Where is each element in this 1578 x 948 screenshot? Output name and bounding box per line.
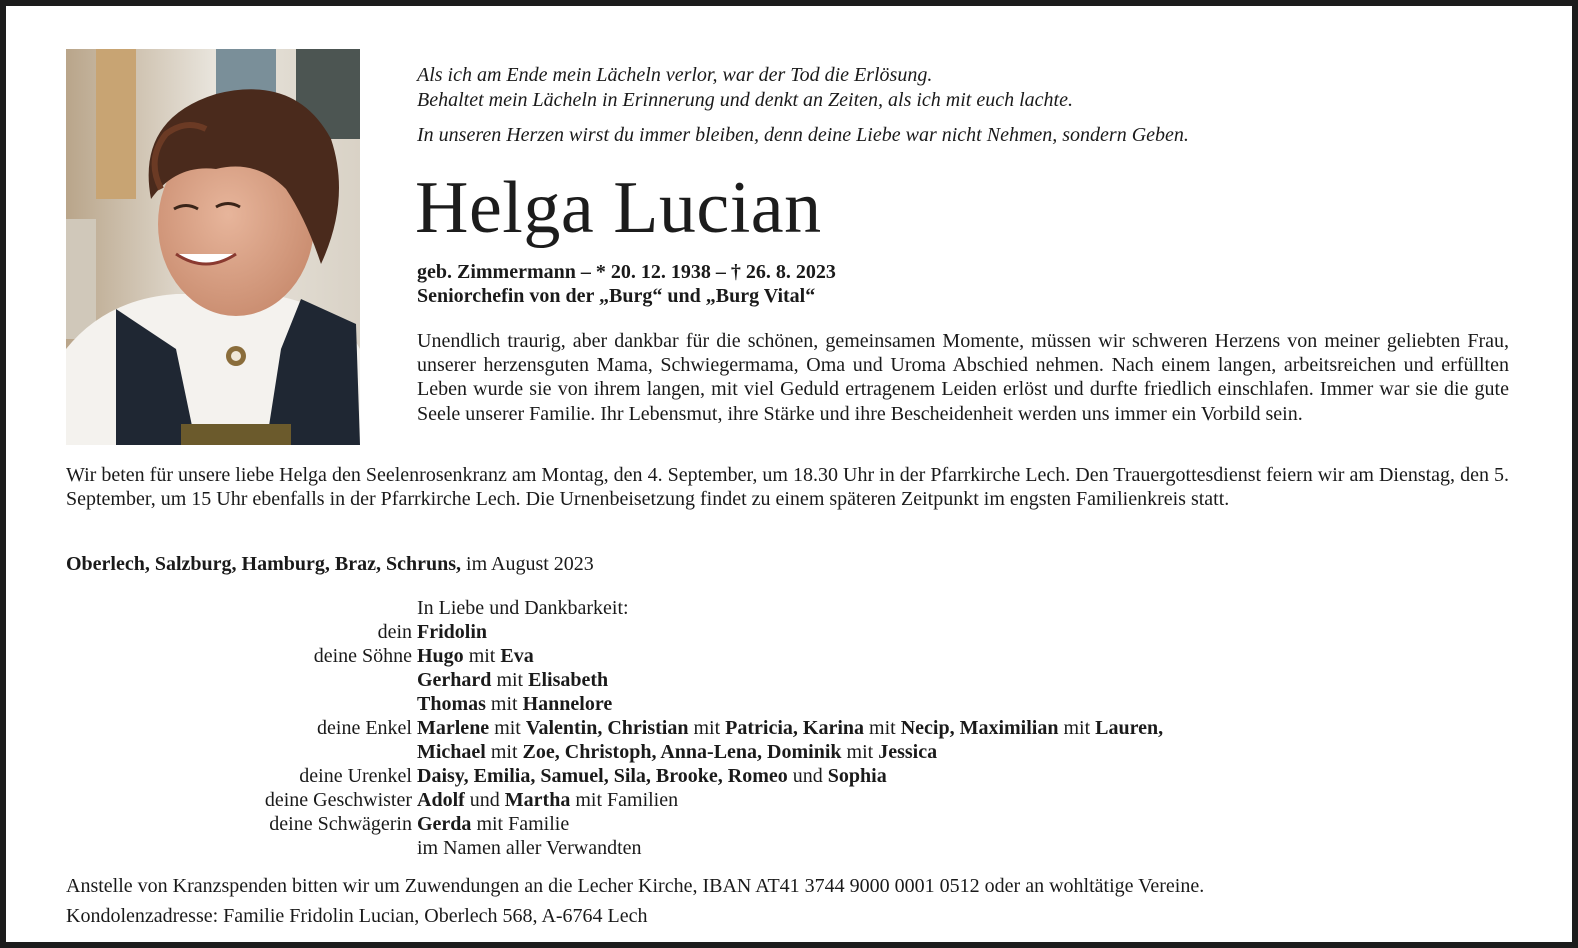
mourner-name: Sophia [827,765,887,787]
mourner-names [417,788,678,812]
mourner-name: Gerhard [417,669,492,691]
mourner-row [6,836,1578,860]
mourner-name: Hugo [417,645,464,667]
mourner-connector: mit [864,717,901,739]
mourner-name: Michael [417,741,486,763]
mourners-intro: In Liebe und Dankbarkeit: [417,597,629,619]
mourner-names [417,836,642,860]
mourner-name: Daisy, Emilia, Samuel, Sila, Brooke, Romeo [417,765,788,787]
role-line: Seniorchefin von der „Burg“ und „Burg Vital“ [417,285,816,307]
mourner-names [417,740,937,764]
memorial-quotes [417,63,1517,148]
mourner-relation: deine Urenkel [299,765,412,787]
mourner-row [6,740,1578,764]
mourner-names [417,644,534,668]
places-date: im August 2023 [466,553,594,575]
deceased-name: Helga Lucian [415,167,822,249]
quote-line: Behaltet mein Lächeln in Erinnerung und denkt an Zeiten, als ich mit euch lachte. [417,89,1073,111]
mourner-name: Lauren, [1095,717,1164,739]
quote-line: Als ich am Ende mein Lächeln verlor, war der Tod die Erlösung. [417,64,933,86]
portrait-image [66,49,360,445]
mourner-connector: mit [463,645,501,667]
condolence-address: Kondolenzadresse: Familie Fridolin Lucian, Oberlech 568, A-6764 Lech [66,905,648,927]
mourner-name: Hannelore [522,693,613,715]
donation-note: Anstelle von Kranzspenden bitten wir um Zuwendungen an die Lecher Kirche, IBAN AT41 3744 9000 0001 0512 oder an wohltätige Vereine. [66,875,1205,897]
mourner-names [417,764,887,788]
mourner-name: Eva [500,645,534,667]
mourner-row [6,620,1578,644]
mourner-name: Patricia, Karina [725,717,865,739]
mourner-names [417,716,1163,740]
mourner-row [6,812,1578,836]
mourner-relation: deine Schwägerin [269,813,412,835]
mourner-row [6,764,1578,788]
mourner-name: Valentin, Christian [525,717,689,739]
birth-death-line: geb. Zimmermann – * 20. 12. 1938 – † 26. 8. 2023 [417,261,836,283]
mourner-connector: und [464,789,505,811]
mourner-names [417,812,569,836]
mourner-connector: und [787,765,828,787]
life-dates [417,260,1417,308]
mourner-names [417,668,608,692]
mourner-name: Jessica [878,741,938,763]
mourner-connector: mit [841,741,879,763]
mourner-relation: deine Enkel [317,717,412,739]
mourner-name: Fridolin [417,621,488,643]
mourner-names [417,620,487,644]
service-paragraph: Wir beten für unsere liebe Helga den Seelenrosenkranz am Montag, den 4. September, um 18.30 Uhr in der Pfarrkirche Lech. Den Trauergottesdienst feiern wir am Dienstag, den 5. September, um 15 Uhr ebenfalls in der Pfarrkirche Lech. Die Urnenbeisetzung findet zu einem späteren Zeitpunkt im engsten Familienkreis statt. [66,464,1509,511]
mourner-connector: im Namen aller Verwandten [417,837,642,859]
mourner-connector: mit [688,717,726,739]
portrait-photo [66,49,360,445]
mourner-relation: deine Söhne [313,645,412,667]
places-line [66,552,1066,576]
mourner-name: Elisabeth [528,669,609,691]
mourner-connector: mit Familien [570,789,679,811]
mourner-row [6,644,1578,668]
mourner-name: Zoe, Christoph, Anna-Lena, Dominik [522,741,842,763]
mourner-name: Martha [504,789,571,811]
mourner-row [6,716,1578,740]
mourner-name: Thomas [417,693,486,715]
mourner-relation: deine Geschwister [264,789,412,811]
mourner-name: Gerda [417,813,472,835]
intro-paragraph: Unendlich traurig, aber dankbar für die schönen, gemeinsamen Momente, müssen wir schweren Herzens von meiner geliebten Frau, unserer herzensguten Mama, Schwiegermama, Oma und Uroma Abschied nehmen. Nach einem langen, arbeitsreichen und erfüllten Leben wurde sie von ihrem langen, mit viel Geduld ertragenem Leiden erlöst und durfte friedlich einschlafen. Immer war sie die gute Seele unserer Familie. Ihr Lebensmut, ihre Stärke und ihre Bescheidenheit werden uns immer ein Vorbild sein. [417,330,1509,425]
mourner-row [6,788,1578,812]
quote-line: In unseren Herzen wirst du immer bleiben, denn deine Liebe war nicht Nehmen, sondern Geben. [417,124,1189,146]
mourner-name: Marlene [417,717,490,739]
mourner-name: Adolf [417,789,465,811]
mourner-connector: mit [485,741,523,763]
mourner-row [6,668,1578,692]
mourner-name: Necip, Maximilian [900,717,1059,739]
places-cities: Oberlech, Salzburg, Hamburg, Braz, Schruns, [66,553,462,575]
mourner-connector: mit [485,693,523,715]
mourner-relation: dein [377,621,412,643]
mourners-list [6,596,1578,860]
mourner-connector: mit [1058,717,1096,739]
mourner-connector: mit [491,669,529,691]
mourner-row [6,692,1578,716]
mourner-connector: mit [489,717,526,739]
mourner-names [417,692,612,716]
mourner-connector: mit Familie [471,813,570,835]
